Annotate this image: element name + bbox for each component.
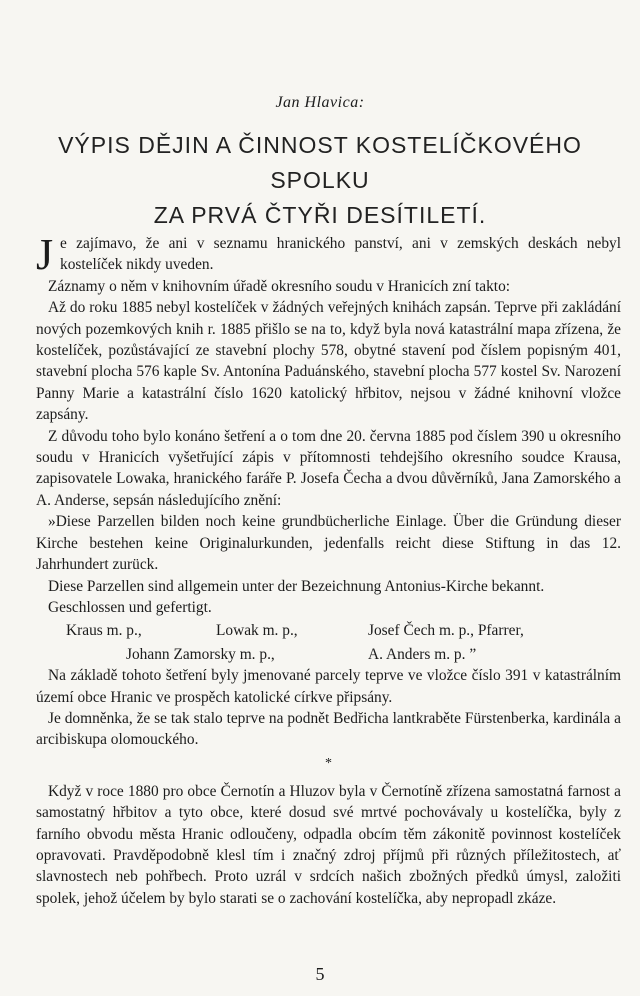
drop-cap: J [36, 230, 54, 279]
article-title [10, 128, 630, 233]
signature-anders: A. Anders m. p. ˮ [368, 645, 477, 663]
german-quote: »Diese Parzellen bilden noch keine grundbücherliche Einlage. Über die Gründung dieser Kirche bestehen keine Originalurkunden, jedenfalls reicht diese Stiftung in das 12. Jahrhundert zurück. [36, 513, 621, 574]
signatures-row-2 [36, 644, 621, 665]
paragraph-1-text: e zajímavo, že ani v seznamu hranického panství, ani v zemských deskách nebyl kostelíček nikdy uveden. [60, 235, 621, 274]
signature-cech: Josef Čech m. p., Pfarrer, [368, 622, 524, 640]
signature-lowak: Lowak m. p., [216, 622, 298, 640]
paragraph-9: Je domněnka, že se tak stalo teprve na podnět Bedřicha lantkraběte Fürstenberka, kardinála a arcibiskupa olomouckého. [36, 709, 621, 749]
paragraph-2: Záznamy o něm v knihovním úřadě okresního soudu v Hranicích zní takto: [48, 277, 511, 295]
german-quote-2: Diese Parzellen sind allgemein unter der Bezeichnung Antonius-Kirche bekannt. [48, 577, 545, 595]
article-body [36, 230, 621, 909]
author-name: Jan Hlavica: [275, 94, 365, 111]
paragraph-3: Až do roku 1885 nebyl kostelíček v žádných veřejných knihách zapsán. Teprve při zakládání nových pozemkových knih r. 1885 přišlo se na to, když byla nová katastrální mapa zřízena, že kostelíček, pozůstávající ze stavební plochy 578, obytné stavení pod číslem popisným 401, stavební plocha 576 kaple Sv. Antonína Paduánského, stavební plocha 577 kostel Sv. Narození Panny Marie a katastrální číslo 1620 katolický hřbitov, nejsou v žádné knihovní vložce zapsány. [36, 299, 621, 424]
title-line-2: ZA PRVÁ ČTYŘI DESÍTILETÍ. [153, 202, 487, 228]
closing-line: Geschlossen und gefertigt. [48, 598, 212, 616]
paragraph-1 [36, 230, 621, 279]
signature-zamorsky: Johann Zamorsky m. p., [126, 645, 275, 663]
title-line-1: VÝPIS DĚJIN A ČINNOST KOSTELÍČKOVÉHO SPOLKU [58, 132, 582, 193]
section-separator: * [325, 755, 332, 771]
paragraph-10: Když v roce 1880 pro obce Černotín a Hluzov byla v Černotíně zřízena samostatná farnost a samostatný hřbitov a tyto obce, které dosud své mrtvé pochovávaly u kostelíčka, byly z farního obvodu města Hranic odloučeny, odpadla obcím těm zákonitě povinnost kostelíček opravovati. Pravděpodobně klesl tím i značný zdroj příjmů při různých příležitostech, ať slavnostech neb pohřbech. Proto uzrál v srdcích našich zbožných předků úmysl, založiti spolek, jehož účelem by bylo starati se o zachování kostelíčka, aby nepropadl zkáze. [36, 782, 621, 907]
signature-kraus: Kraus m. p., [66, 622, 142, 640]
signatures-row-1 [36, 620, 621, 641]
paragraph-8: Na základě tohoto šetření byly jmenované parcely teprve ve vložce číslo 391 v katastrálním území obce Hranic ve prospěch katolické církve připsány. [36, 667, 621, 706]
page-number: 5 [315, 964, 325, 984]
paragraph-4: Z důvodu toho bylo konáno šetření a o tom dne 20. června 1885 pod číslem 390 u okresního soudu v Hranicích vyšetřující zápis v přítomnosti tehdejšího okresního soudce Krausa, zapisovatele Lowaka, hranického faráře P. Josefa Čecha a dvou důvěrníků, Jana Zamorského a A. Anderse, sepsán následujícího znění: [36, 427, 621, 509]
